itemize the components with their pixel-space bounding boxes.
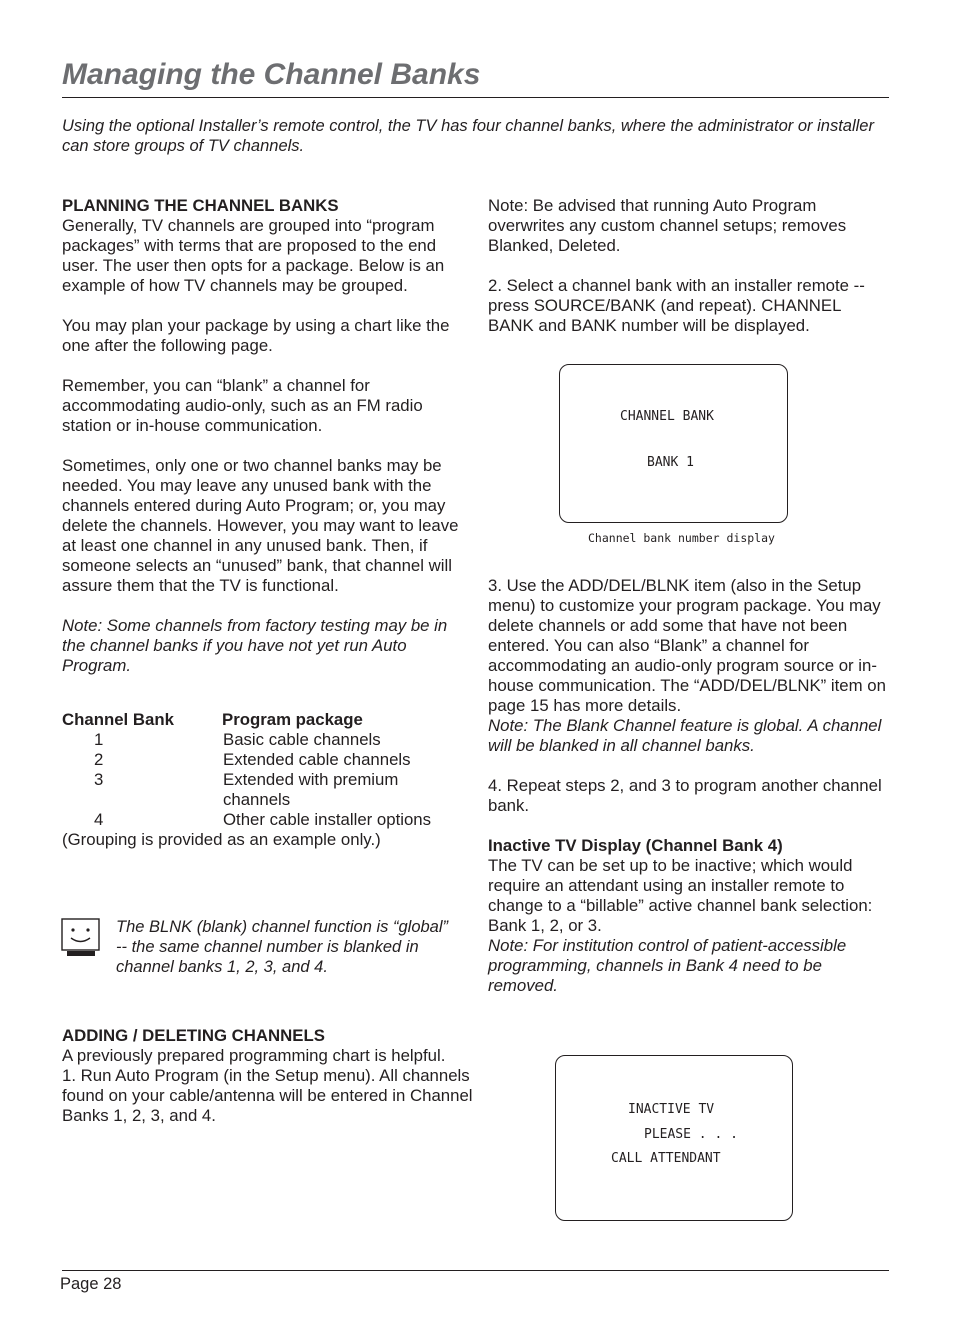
inactive-tv-screen bbox=[555, 1055, 793, 1221]
screen-text: CALL ATTENDANT bbox=[611, 1151, 721, 1166]
screen-text: CHANNEL BANK bbox=[620, 409, 714, 424]
table-cell-package: Basic cable channels bbox=[223, 730, 381, 749]
screen-text: PLEASE . . . bbox=[644, 1127, 738, 1142]
footer-rule bbox=[62, 1270, 889, 1271]
step-3-note: Note: The Blank Channel feature is global. A channel will be blanked in all channel banks. bbox=[488, 716, 882, 755]
table-row bbox=[62, 730, 474, 750]
inactive-paragraph: The TV can be set up to be inactive; which would require an attendant using an installer remote to change to a “billable” active channel bank selection: Bank 1, 2, or 3. bbox=[488, 856, 873, 935]
planning-heading: PLANNING THE CHANNEL BANKS bbox=[62, 196, 339, 215]
table-cell-bank: 1 bbox=[94, 730, 104, 749]
table-cell-package: channels bbox=[223, 790, 291, 809]
inactive-note: Note: For institution control of patient-accessible programming, channels in Bank 4 need to be removed. bbox=[488, 936, 847, 995]
planning-paragraph: You may plan your package by using a chart like the one after the following page. bbox=[62, 316, 450, 355]
title-rule bbox=[62, 97, 889, 98]
adding-section bbox=[62, 1026, 474, 1126]
screen-caption: Channel bank number display bbox=[588, 531, 775, 545]
table-header-package: Program package bbox=[222, 710, 363, 729]
channel-bank-screen bbox=[559, 364, 788, 523]
smiley-tv-icon bbox=[61, 918, 101, 958]
table-cell-package: Extended cable channels bbox=[223, 750, 411, 769]
page-title: Managing the Channel Banks bbox=[62, 58, 481, 91]
right-column-top bbox=[488, 196, 890, 336]
table-cell-package: Other cable installer options bbox=[223, 810, 432, 829]
intro-text: Using the optional Installer’s remote control, the TV has four channel banks, where the administrator or installer can store groups of TV channels. bbox=[62, 117, 874, 155]
table-cell-bank: 4 bbox=[94, 810, 104, 829]
table-footnote-row bbox=[62, 830, 474, 850]
planning-note: Note: Some channels from factory testing may be in the channel banks if you have not yet run Auto Program. bbox=[62, 616, 448, 675]
table-row bbox=[62, 790, 474, 810]
table-row bbox=[62, 750, 474, 770]
adding-paragraph: A previously prepared programming chart is helpful. bbox=[62, 1046, 446, 1065]
table-cell-bank: 2 bbox=[94, 750, 104, 769]
step-3: 3. Use the ADD/DEL/BLNK item (also in the Setup menu) to customize your program package. You may delete channels or add some that have not been entered. You can also “Blank” a channel for accommodating an audio-only program source or in-house communication. The “ADD/DEL/BLNK” item on page 15 has more details. bbox=[488, 576, 886, 715]
table-header-row bbox=[62, 710, 474, 730]
adding-step-1: 1. Run Auto Program (in the Setup menu). All channels found on your cable/antenna will be entered in Channel Banks 1, 2, 3, and 4. bbox=[62, 1066, 473, 1125]
adding-heading: ADDING / DELETING CHANNELS bbox=[62, 1026, 325, 1045]
left-column bbox=[62, 196, 474, 676]
step-4: 4. Repeat steps 2, and 3 to program another channel bank. bbox=[488, 776, 882, 815]
inactive-heading: Inactive TV Display (Channel Bank 4) bbox=[488, 836, 783, 855]
table-row bbox=[62, 770, 474, 790]
table-header-bank: Channel Bank bbox=[62, 710, 174, 729]
page-number: Page 28 bbox=[60, 1275, 122, 1293]
table-row bbox=[62, 810, 474, 830]
right-column-middle bbox=[488, 576, 890, 996]
step-2: 2. Select a channel bank with an installer remote --press SOURCE/BANK (and repeat). CHANNEL BANK and BANK number will be displayed. bbox=[488, 276, 865, 335]
table-cell-bank: 3 bbox=[94, 770, 104, 789]
blank-channel-tip: The BLNK (blank) channel function is “global” -- the same channel number is blanked in channel banks 1, 2, 3, and 4. bbox=[116, 918, 449, 976]
planning-paragraph: Remember, you can “blank” a channel for accommodating audio-only, such as an FM radio station or in-house communication. bbox=[62, 376, 423, 435]
table-footnote: (Grouping is provided as an example only.) bbox=[62, 830, 381, 849]
planning-paragraph: Sometimes, only one or two channel banks may be needed. You may leave any unused bank with the channels entered during Auto Program; or, you may delete the channels. However, you may want to leave at least one channel in any unused bank. Then, if someone selects an “unused” bank, that channel will assure them that the TV is functional. bbox=[62, 456, 459, 595]
screen-text: BANK 1 bbox=[647, 455, 694, 470]
planning-paragraph: Generally, TV channels are grouped into “program packages” with terms that are proposed to the end user. The user then opts for a package. Below is an example of how TV channels may be grouped. bbox=[62, 216, 445, 295]
screen-text: INACTIVE TV bbox=[628, 1102, 715, 1117]
channel-bank-table bbox=[62, 710, 474, 850]
table-cell-package: Extended with premium bbox=[223, 770, 399, 789]
auto-program-note: Note: Be advised that running Auto Program overwrites any custom channel setups; removes Blanked, Deleted. bbox=[488, 196, 847, 255]
